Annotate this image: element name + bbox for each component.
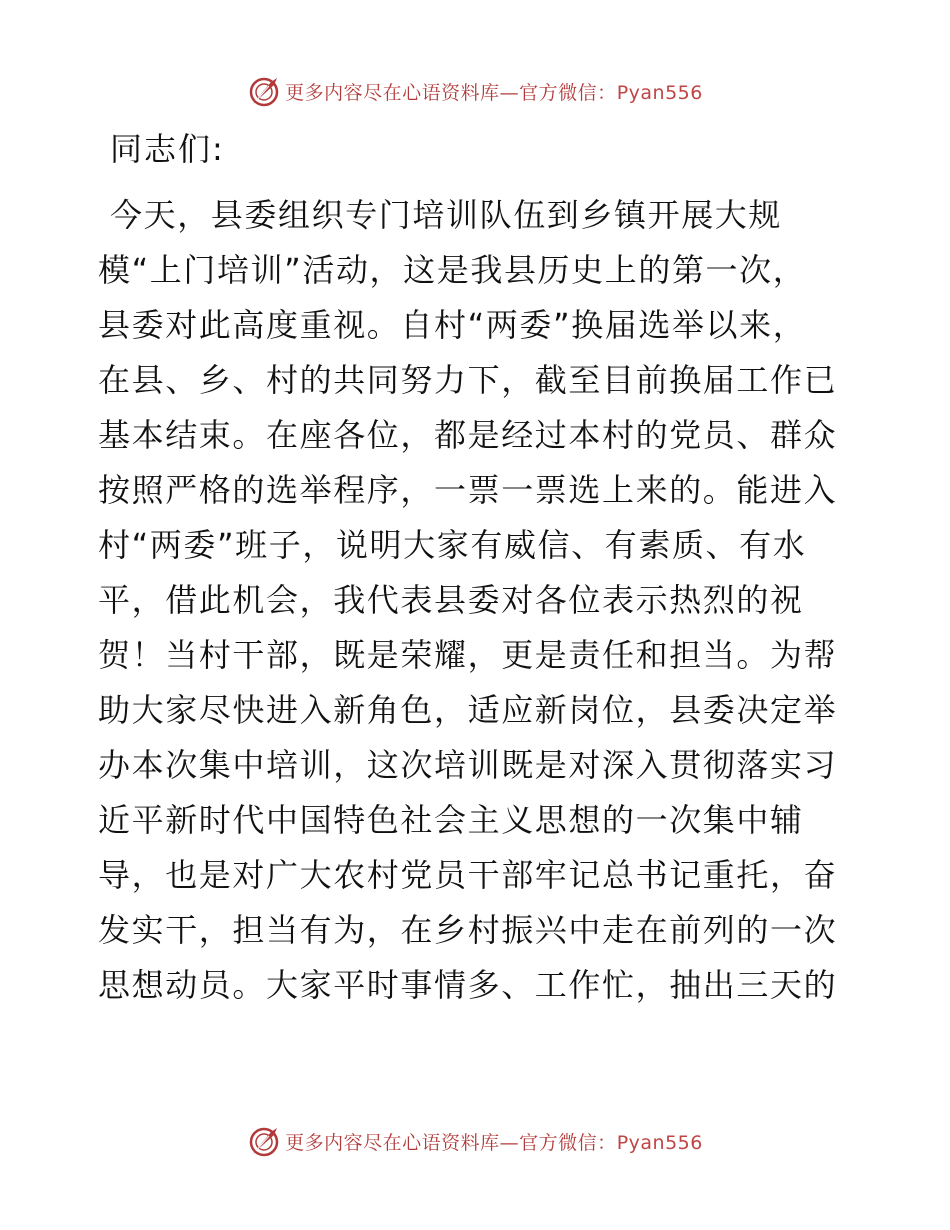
watermark-separator: — — [499, 81, 520, 104]
paragraph-line: 今天，县委组织专门培训队伍到乡镇开展大规 — [110, 196, 783, 234]
watermark-official-label: 官方微信： — [519, 81, 617, 104]
paragraph-line: 平，借此机会，我代表县委对各位表示热烈的祝 — [98, 581, 804, 619]
paragraph-line: 近平新时代中国特色社会主义思想的一次集中辅 — [98, 801, 804, 839]
paragraph-line: 助大家尽快进入新角色，适应新岗位，县委决定举 — [98, 691, 838, 729]
watermark-handle: Pyan556 — [616, 1131, 703, 1154]
paragraph-line: 导，也是对广大农村党员干部牢记总书记重托，奋 — [98, 856, 838, 894]
watermark-text — [285, 78, 703, 105]
paragraph-line: 在县、乡、村的共同努力下，截至目前换届工作已 — [98, 361, 838, 399]
paragraph-line: 村“两委”班子，说明大家有威信、有素质、有水 — [98, 526, 807, 564]
paragraph-line: 贺！当村干部，既是荣耀，更是责任和担当。为帮 — [98, 636, 838, 674]
watermark-main-text: 更多内容尽在心语资料库 — [285, 81, 500, 104]
paragraph-line: 发实干，担当有为，在乡村振兴中走在前列的一次 — [98, 911, 838, 949]
watermark-main-text: 更多内容尽在心语资料库 — [285, 1131, 500, 1154]
paragraph-line: 基本结束。在座各位，都是经过本村的党员、群众 — [98, 416, 838, 454]
quill-circle-logo-icon — [247, 74, 281, 108]
paragraph-line: 按照严格的选举程序，一票一票选上来的。能进入 — [98, 471, 838, 509]
quill-circle-logo-icon — [247, 1124, 281, 1158]
paragraph-line: 思想动员。大家平时事情多、工作忙，抽出三天的 — [98, 966, 838, 1004]
watermark-official-label: 官方微信： — [519, 1131, 617, 1154]
paragraph-line: 县委对此高度重视。自村“两委”换届选举以来， — [98, 306, 807, 344]
paragraph-line: 模“上门培训”活动，这是我县历史上的第一次， — [98, 251, 807, 289]
watermark-handle: Pyan556 — [616, 81, 703, 104]
footer-watermark-banner — [0, 1121, 950, 1161]
header-watermark-banner — [0, 71, 950, 111]
salutation: 同志们: — [110, 130, 225, 168]
watermark-separator: — — [499, 1131, 520, 1154]
paragraph-line: 办本次集中培训，这次培训既是对深入贯彻落实习 — [98, 746, 838, 784]
document-body — [98, 122, 858, 1013]
watermark-text — [285, 1128, 703, 1155]
